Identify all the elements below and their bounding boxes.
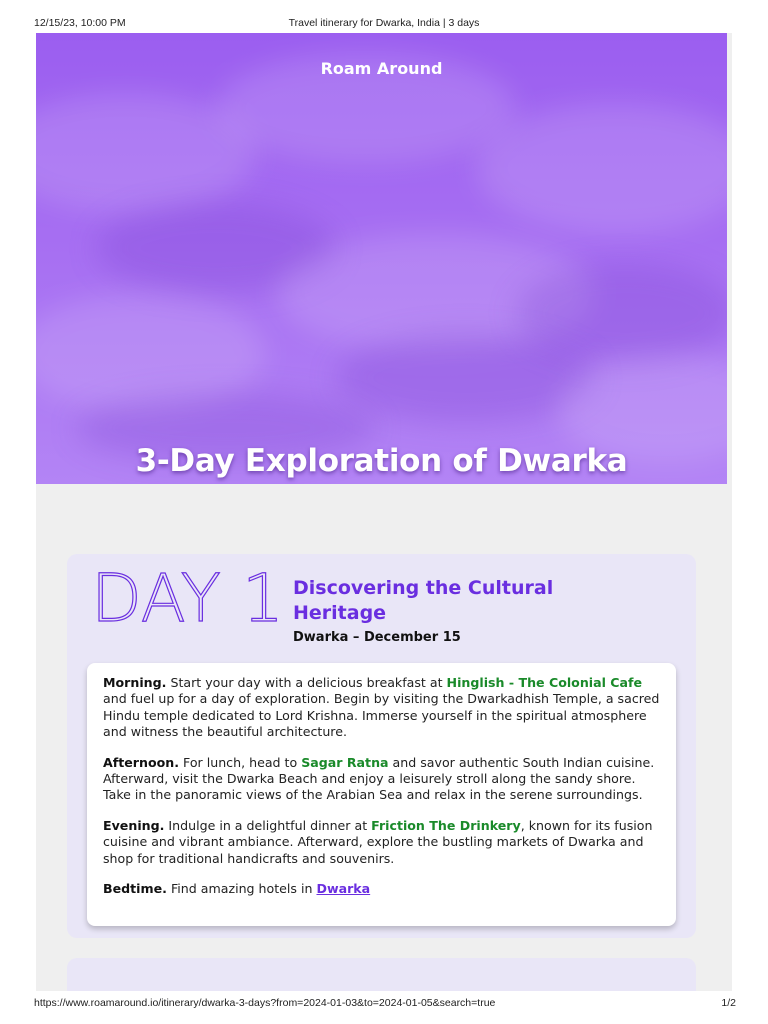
brand-logo[interactable]: Roam Around	[320, 59, 443, 78]
evening-text-2: , known for its fusion cuisine and vibrant ambiance. Afterward, explore the bustling markets of Dwarka and shop for traditional handicrafts and souvenirs.	[103, 817, 653, 866]
afternoon-paragraph	[103, 755, 660, 804]
morning-text-2: and fuel up for a day of exploration. Begin by visiting the Dwarkadhish Temple, a sacred Hindu temple dedicated to Lord Krishna. Immerse yourself in the spiritual atmosphere and witness the beautiful architecture.	[103, 691, 660, 740]
hero-banner	[36, 33, 727, 484]
bedtime-paragraph	[103, 881, 660, 897]
bedtime-label: Bedtime.	[103, 881, 167, 897]
day-1-details	[87, 663, 676, 926]
day-subtitle: Dwarka – December 15	[293, 630, 461, 645]
afternoon-label: Afternoon.	[103, 754, 180, 770]
page-title: 3-Day Exploration of Dwarka	[135, 443, 628, 479]
itinerary-page	[36, 33, 732, 991]
print-page-number: 1/2	[721, 997, 736, 1009]
morning-paragraph	[103, 675, 660, 741]
place-link-friction[interactable]: Friction The Drinkery	[371, 817, 521, 833]
evening-paragraph	[103, 818, 660, 867]
hotels-link-dwarka[interactable]: Dwarka	[316, 881, 371, 897]
day-1-card	[67, 554, 696, 938]
day-number: DAY 1	[91, 560, 284, 637]
morning-label: Morning.	[103, 675, 167, 690]
afternoon-text-2: and savor authentic South Indian cuisine. Afterward, visit the Dwarka Beach and enjoy a leisurely stroll along the sandy shore. Take in the panoramic views of the Arabian Sea and relax in the serene surroundings.	[103, 754, 655, 803]
print-url: https://www.roamaround.io/itinerary/dwarka-3-days?from=2024-01-03&to=2024-01-05&search=true	[34, 997, 496, 1009]
print-title: Travel itinerary for Dwarka, India | 3 days	[288, 17, 480, 29]
evening-label: Evening.	[103, 817, 165, 833]
print-datetime: 12/15/23, 10:00 PM	[34, 17, 126, 29]
day-2-card	[67, 958, 696, 991]
afternoon-text-1: For lunch, head to	[179, 754, 302, 770]
morning-text-1: Start your day with a delicious breakfast at	[166, 675, 447, 690]
place-link-sagar-ratna[interactable]: Sagar Ratna	[301, 754, 389, 770]
place-link-hinglish[interactable]: Hinglish - The Colonial Cafe	[446, 675, 643, 690]
day-title: Discovering the Cultural Heritage	[293, 577, 554, 624]
evening-text-1: Indulge in a delightful dinner at	[164, 817, 372, 833]
bedtime-text: Find amazing hotels in	[166, 881, 317, 897]
